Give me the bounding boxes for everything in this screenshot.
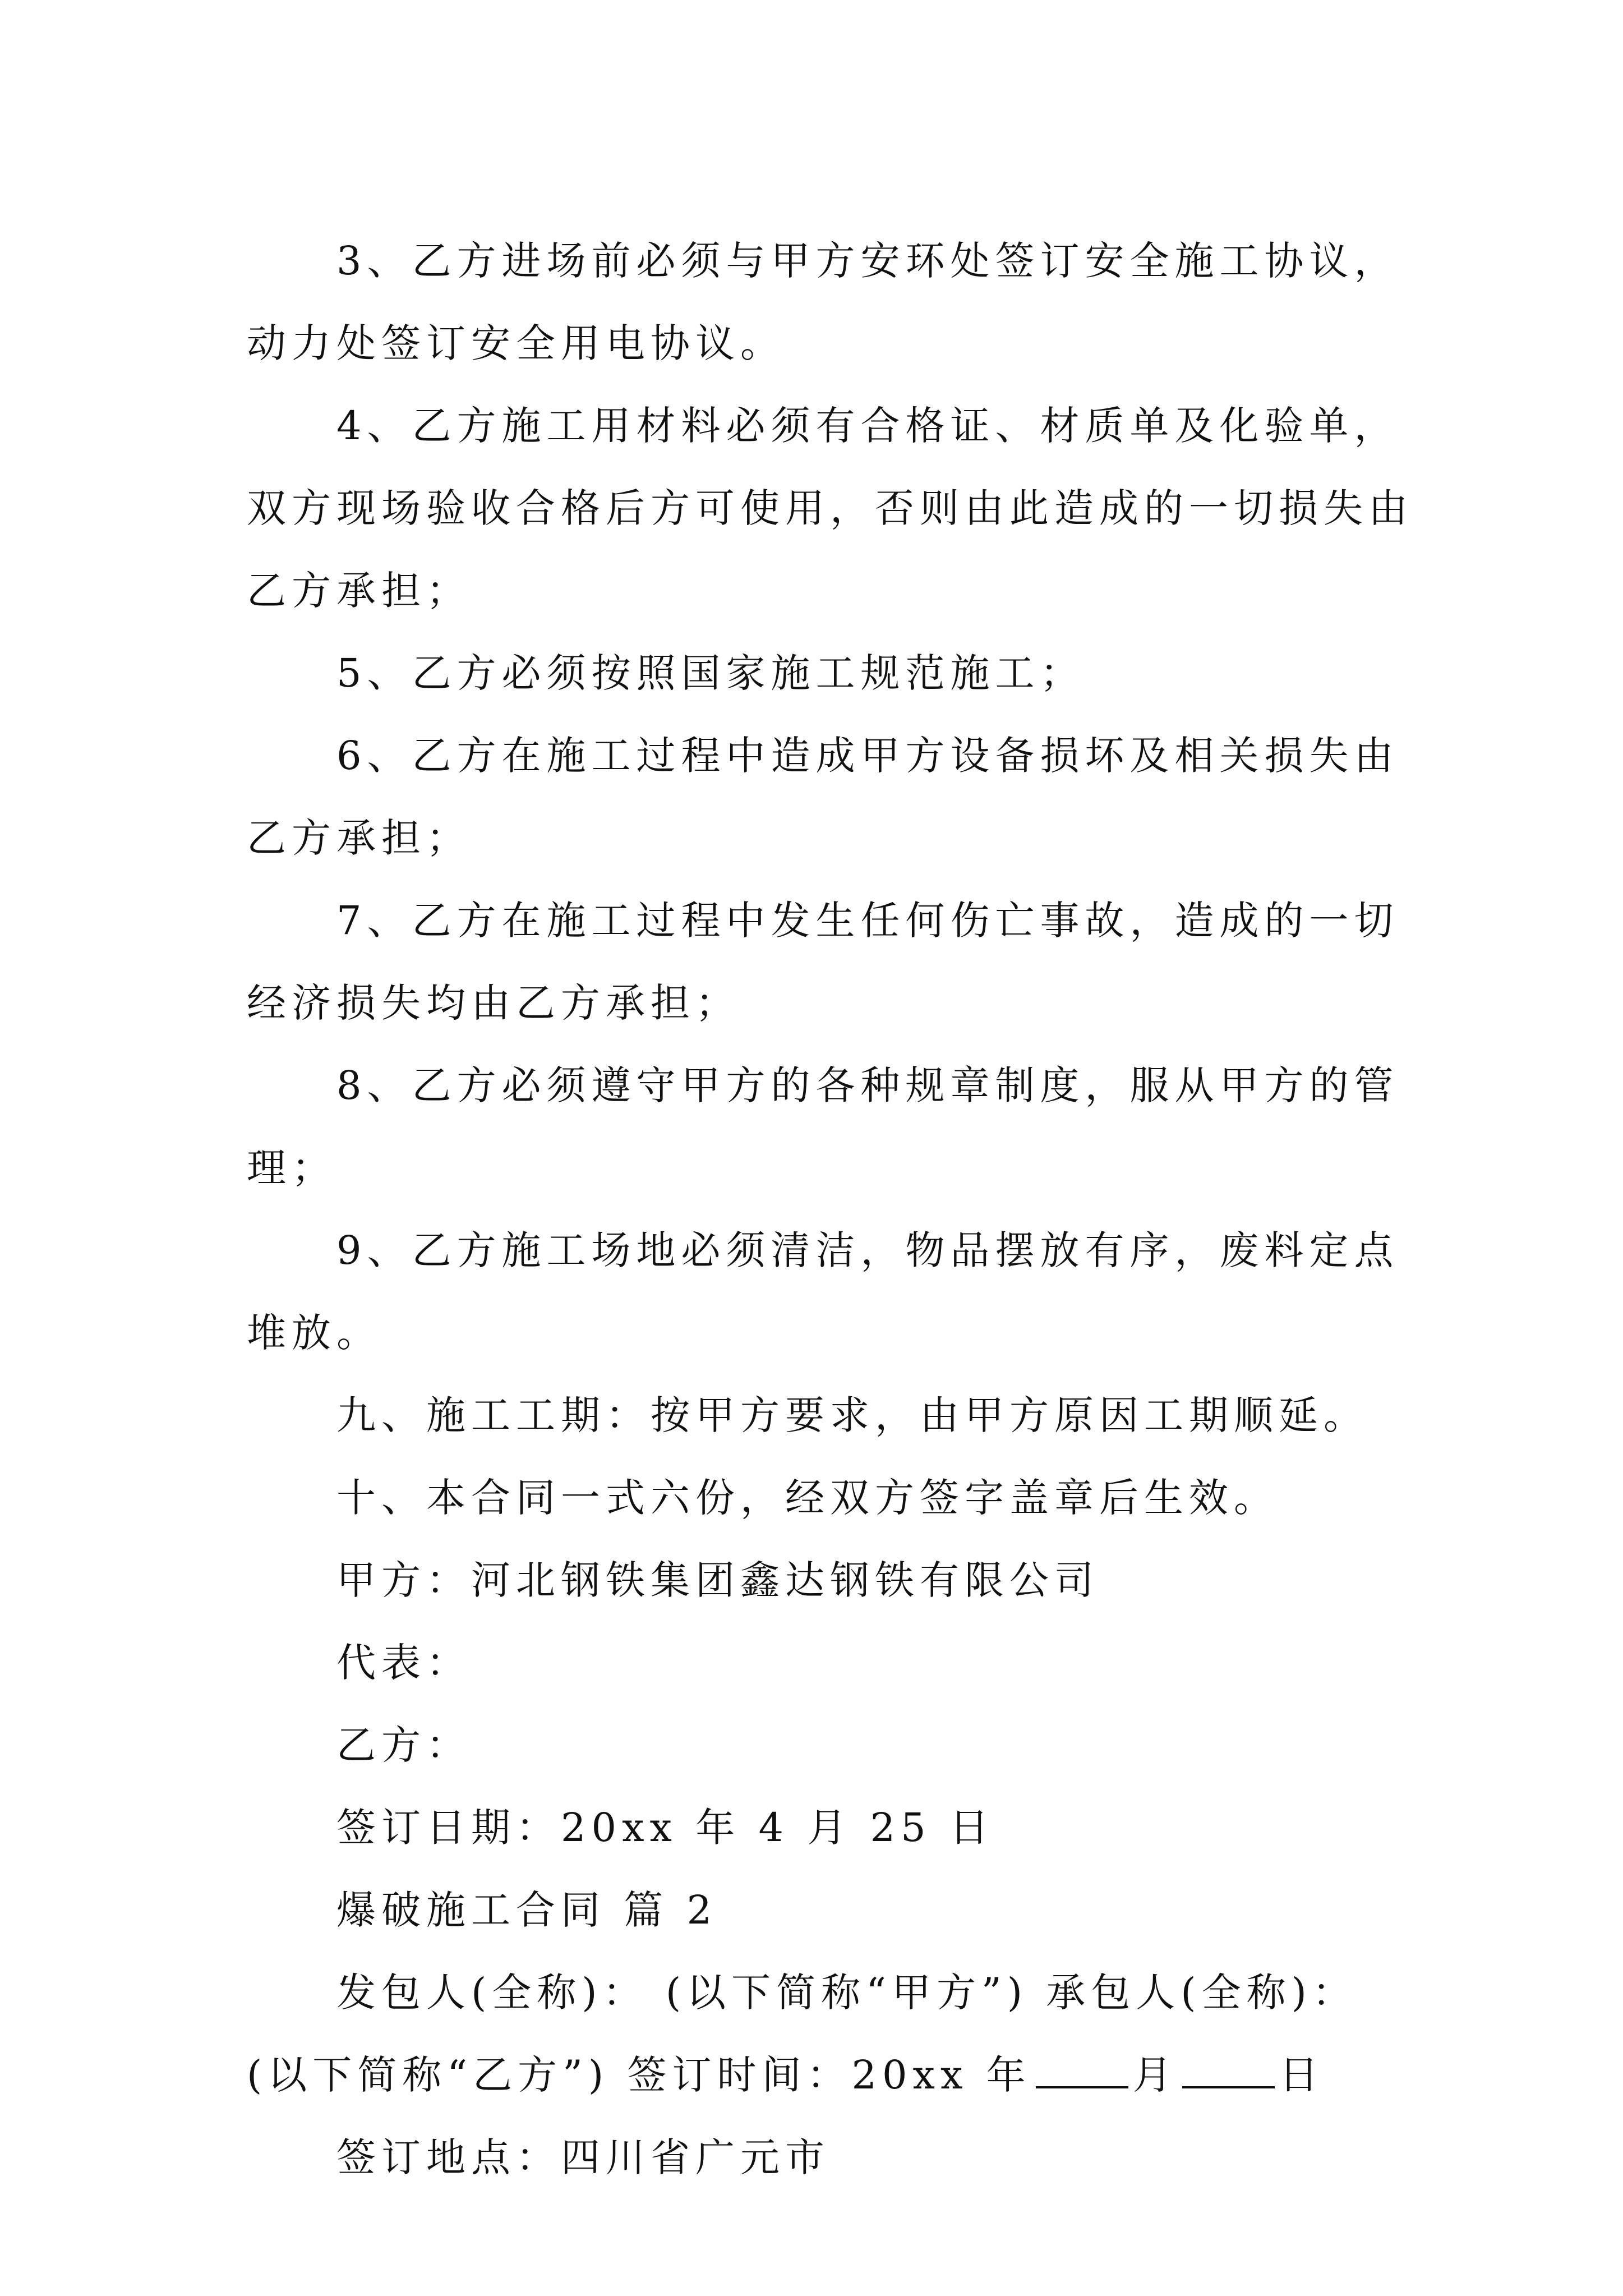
sign-time-line [247, 2034, 1382, 2116]
paragraph-line: 乙方承担； [247, 815, 471, 861]
paragraph-line: 8、乙方必须遵守甲方的各种规章制度，服从甲方的管 [336, 1062, 1399, 1108]
paragraph-line: 动力处签订安全用电协议。 [247, 320, 785, 366]
paragraph-line: 5、乙方必须按照国家施工规范施工； [336, 650, 1085, 696]
sign-date-line: 签订日期：20xx 年 4 月 25 日 [336, 1805, 994, 1851]
paragraph-line: 堆放。 [247, 1310, 381, 1356]
paragraph-line: 十、本合同一式六份，经双方签字盖章后生效。 [336, 1475, 1279, 1521]
paragraph-line: 6、乙方在施工过程中造成甲方设备损坏及相关损失由 [336, 733, 1399, 779]
paragraph-line: 理； [247, 1145, 336, 1191]
paragraph-line: 4、乙方施工用材料必须有合格证、材质单及化验单， [336, 403, 1399, 449]
paragraph-line: 发包人(全称)： (以下简称“甲方”) 承包人(全称)： [336, 1970, 1357, 2016]
representative-line: 代表： [336, 1640, 471, 1686]
day-blank [1182, 2051, 1275, 2088]
sign-time-prefix: (以下简称“乙方”) 签订时间：20xx 年 [247, 2052, 1031, 2098]
party-a-line: 甲方：河北钢铁集团鑫达钢铁有限公司 [336, 1557, 1099, 1603]
paragraph-line: 经济损失均由乙方承担； [247, 980, 740, 1026]
day-label: 日 [1279, 2052, 1324, 2098]
paragraph-line: 7、乙方在施工过程中发生任何伤亡事故，造成的一切 [336, 898, 1399, 944]
paragraph-line: 乙方承担； [247, 568, 471, 614]
document-body [247, 220, 1413, 2199]
paragraph-line: 九、施工工期：按甲方要求，由甲方原因工期顺延。 [336, 1392, 1368, 1438]
party-b-line: 乙方： [336, 1722, 471, 1768]
sign-place-line: 签订地点：四川省广元市 [336, 2134, 830, 2180]
paragraph-line: 9、乙方施工场地必须清洁，物品摆放有序，废料定点 [336, 1227, 1399, 1273]
section-title: 爆破施工合同 篇 2 [336, 1887, 718, 1933]
month-blank [1036, 2051, 1128, 2088]
paragraph-line: 3、乙方进场前必须与甲方安环处签订安全施工协议， [336, 238, 1399, 284]
month-label: 月 [1132, 2052, 1178, 2098]
paragraph-line: 双方现场验收合格后方可使用，否则由此造成的一切损失由 [247, 485, 1413, 531]
